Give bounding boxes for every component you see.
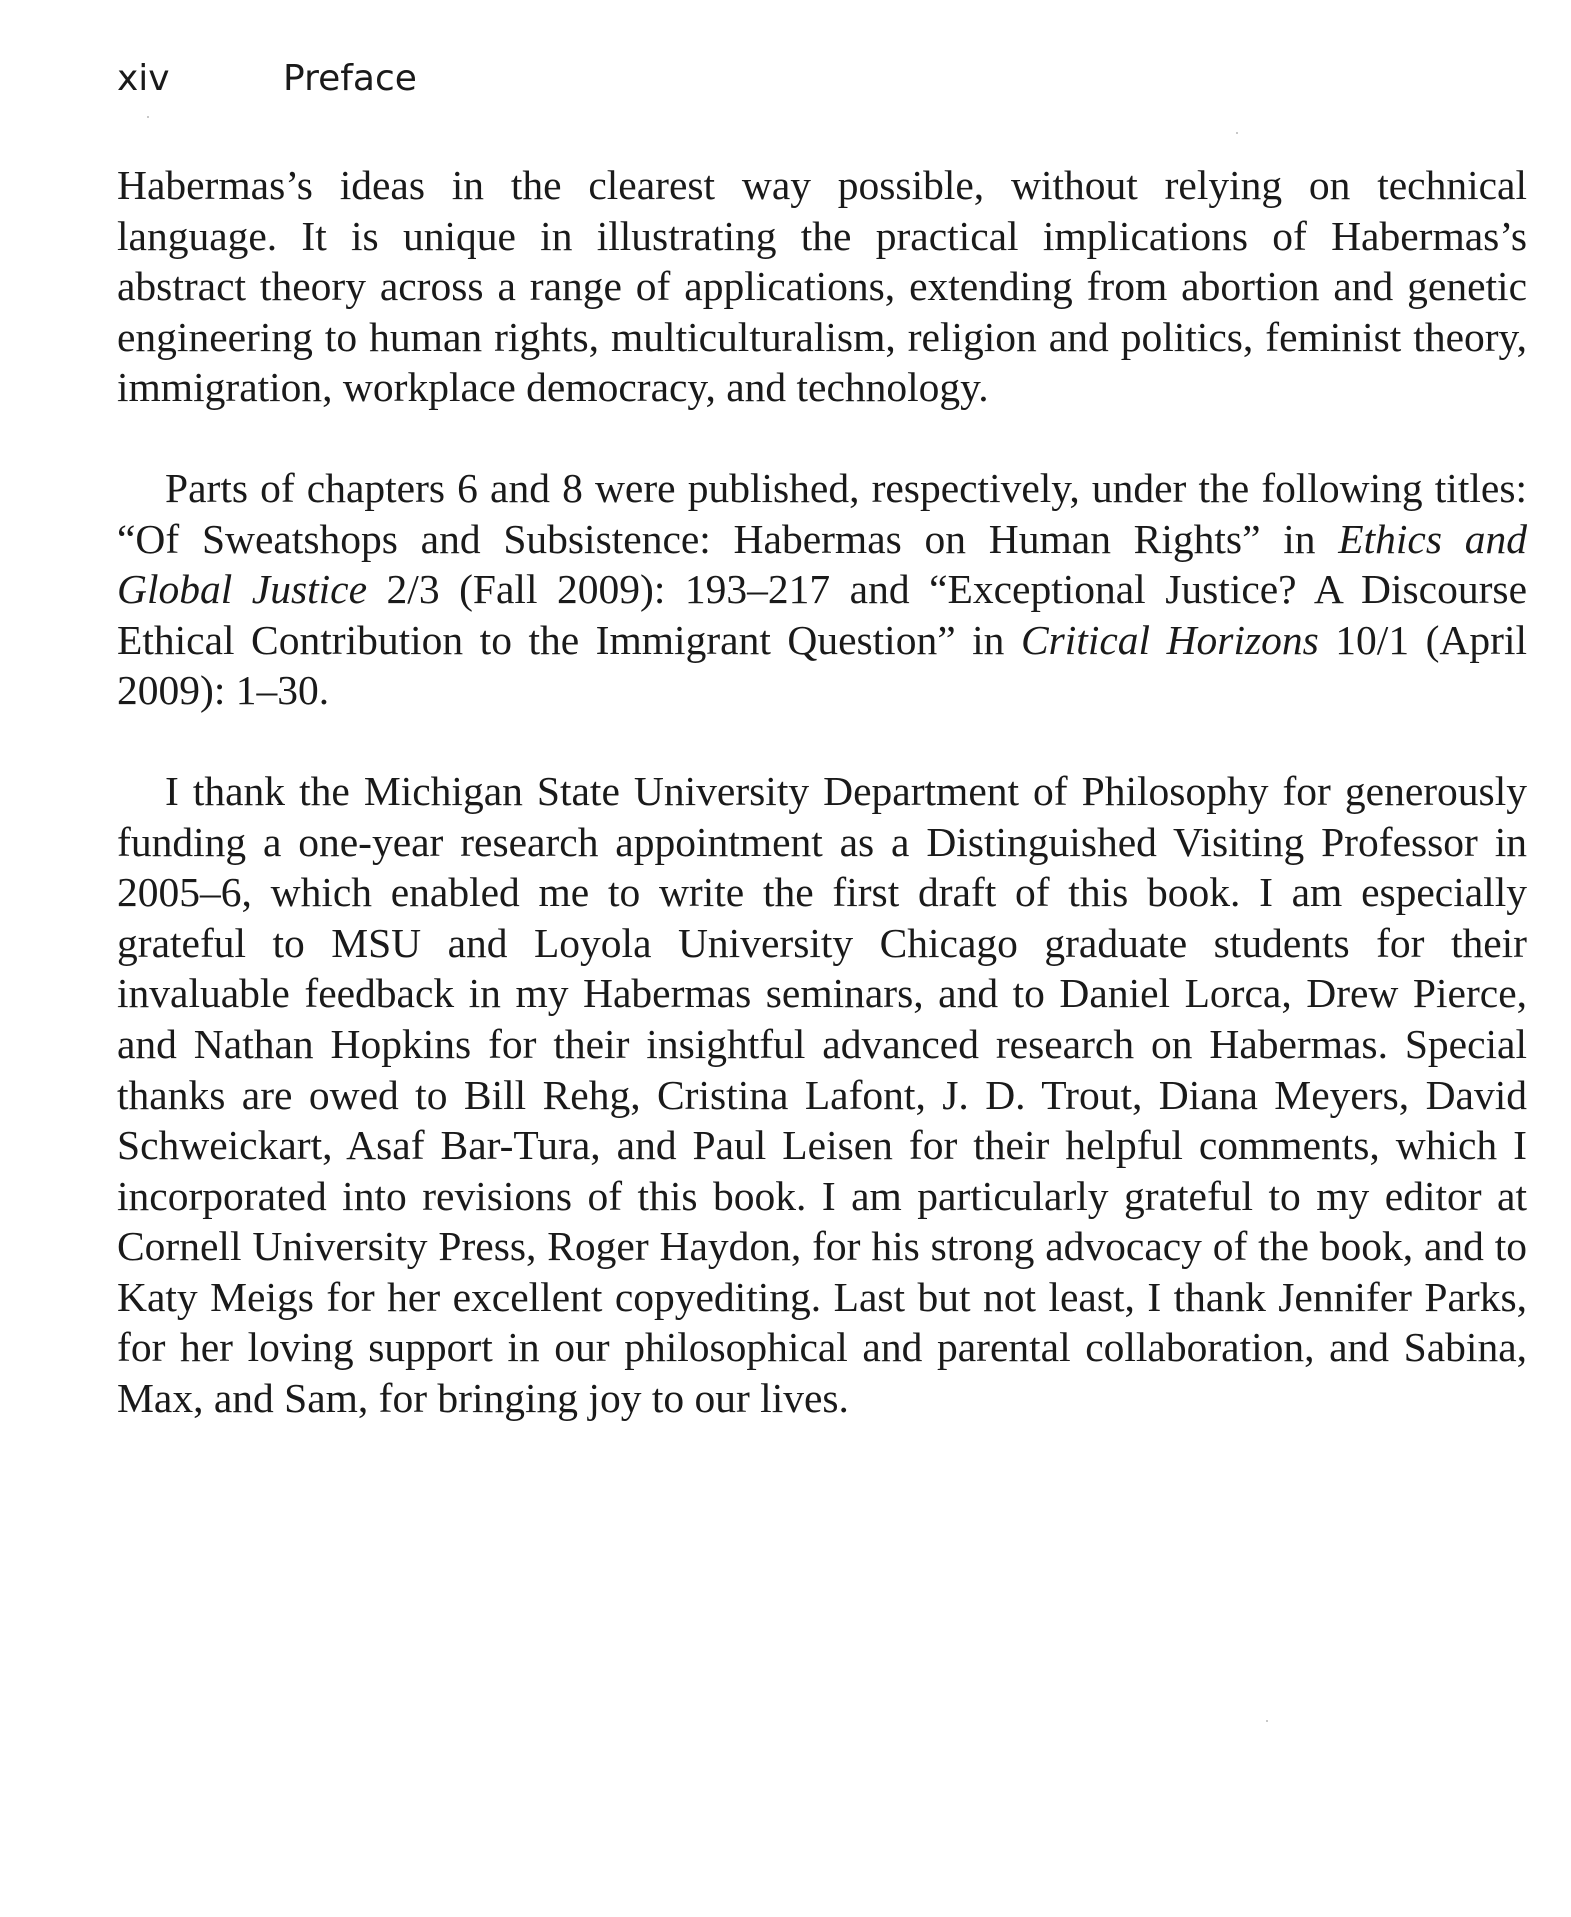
page-number: xiv bbox=[117, 58, 170, 99]
scan-speck bbox=[147, 116, 149, 118]
paragraph-text: Habermas’s ideas in the clearest way possible, without relying on technical language. It is unique in illustrating the practical implications of Habermas’s abstract theory across a range of applications, extending from abortion and genetic engineering to human rights, multiculturalism, religion and politics, feminist theory, immigration, workplace democracy, and technology. bbox=[117, 162, 1527, 411]
paragraph-text: 10/1 (April 2009): 1–30. bbox=[117, 616, 1528, 714]
paragraph-text: Parts of chapters 6 and 8 were published, respectively, under the following titles: “Of Sweatshops and Subsistence: Habermas on Human Rights” in bbox=[117, 464, 1527, 562]
scan-speck bbox=[1266, 1720, 1268, 1722]
journal-title: Ethics and Global Justice bbox=[117, 515, 1527, 613]
running-head bbox=[117, 58, 417, 99]
paragraph-text: I thank the Michigan State University Department of Philosophy for generously funding a one-year research appointment as a Distinguished Visiting Professor in 2005–6, which enabled me to write the first draft of this book. I am especially grateful to MSU and Loyola University Chicago graduate students for their invaluable feedback in my Habermas seminars, and to Daniel Lorca, Drew Pierce, and Nathan Hopkins for their insightful advanced research on Habermas. Special thanks are owed to Bill Rehg, Cristina Lafont, J. D. Trout, Diana Meyers, David Schweickart, Asaf Bar-Tura, and Paul Leisen for their helpful comments, which I incorporated into revisions of this book. I am particularly grateful to my editor at Cornell University Press, Roger Haydon, for his strong advocacy of the book, and to Katy Meigs for her excellent copyediting. Last but not least, I thank Jennifer Parks, for her loving support in our philosophical and parental collaboration, and Sabina, Max, and Sam, for bringing joy to our lives. bbox=[117, 767, 1527, 1422]
paragraph-acknowledgments bbox=[117, 766, 1527, 1424]
scan-speck bbox=[1236, 132, 1238, 134]
paragraph-continuation bbox=[117, 160, 1527, 413]
paragraph-publication-credits bbox=[117, 463, 1527, 716]
section-title: Preface bbox=[283, 58, 417, 99]
journal-title: Critical Horizons bbox=[1020, 616, 1319, 663]
body-text bbox=[117, 160, 1527, 1424]
paragraph-text: 2/3 (Fall 2009): 193–217 and “Exceptional Justice? A Discourse Ethical Contribution to the Immigrant Question” in bbox=[117, 566, 1527, 663]
